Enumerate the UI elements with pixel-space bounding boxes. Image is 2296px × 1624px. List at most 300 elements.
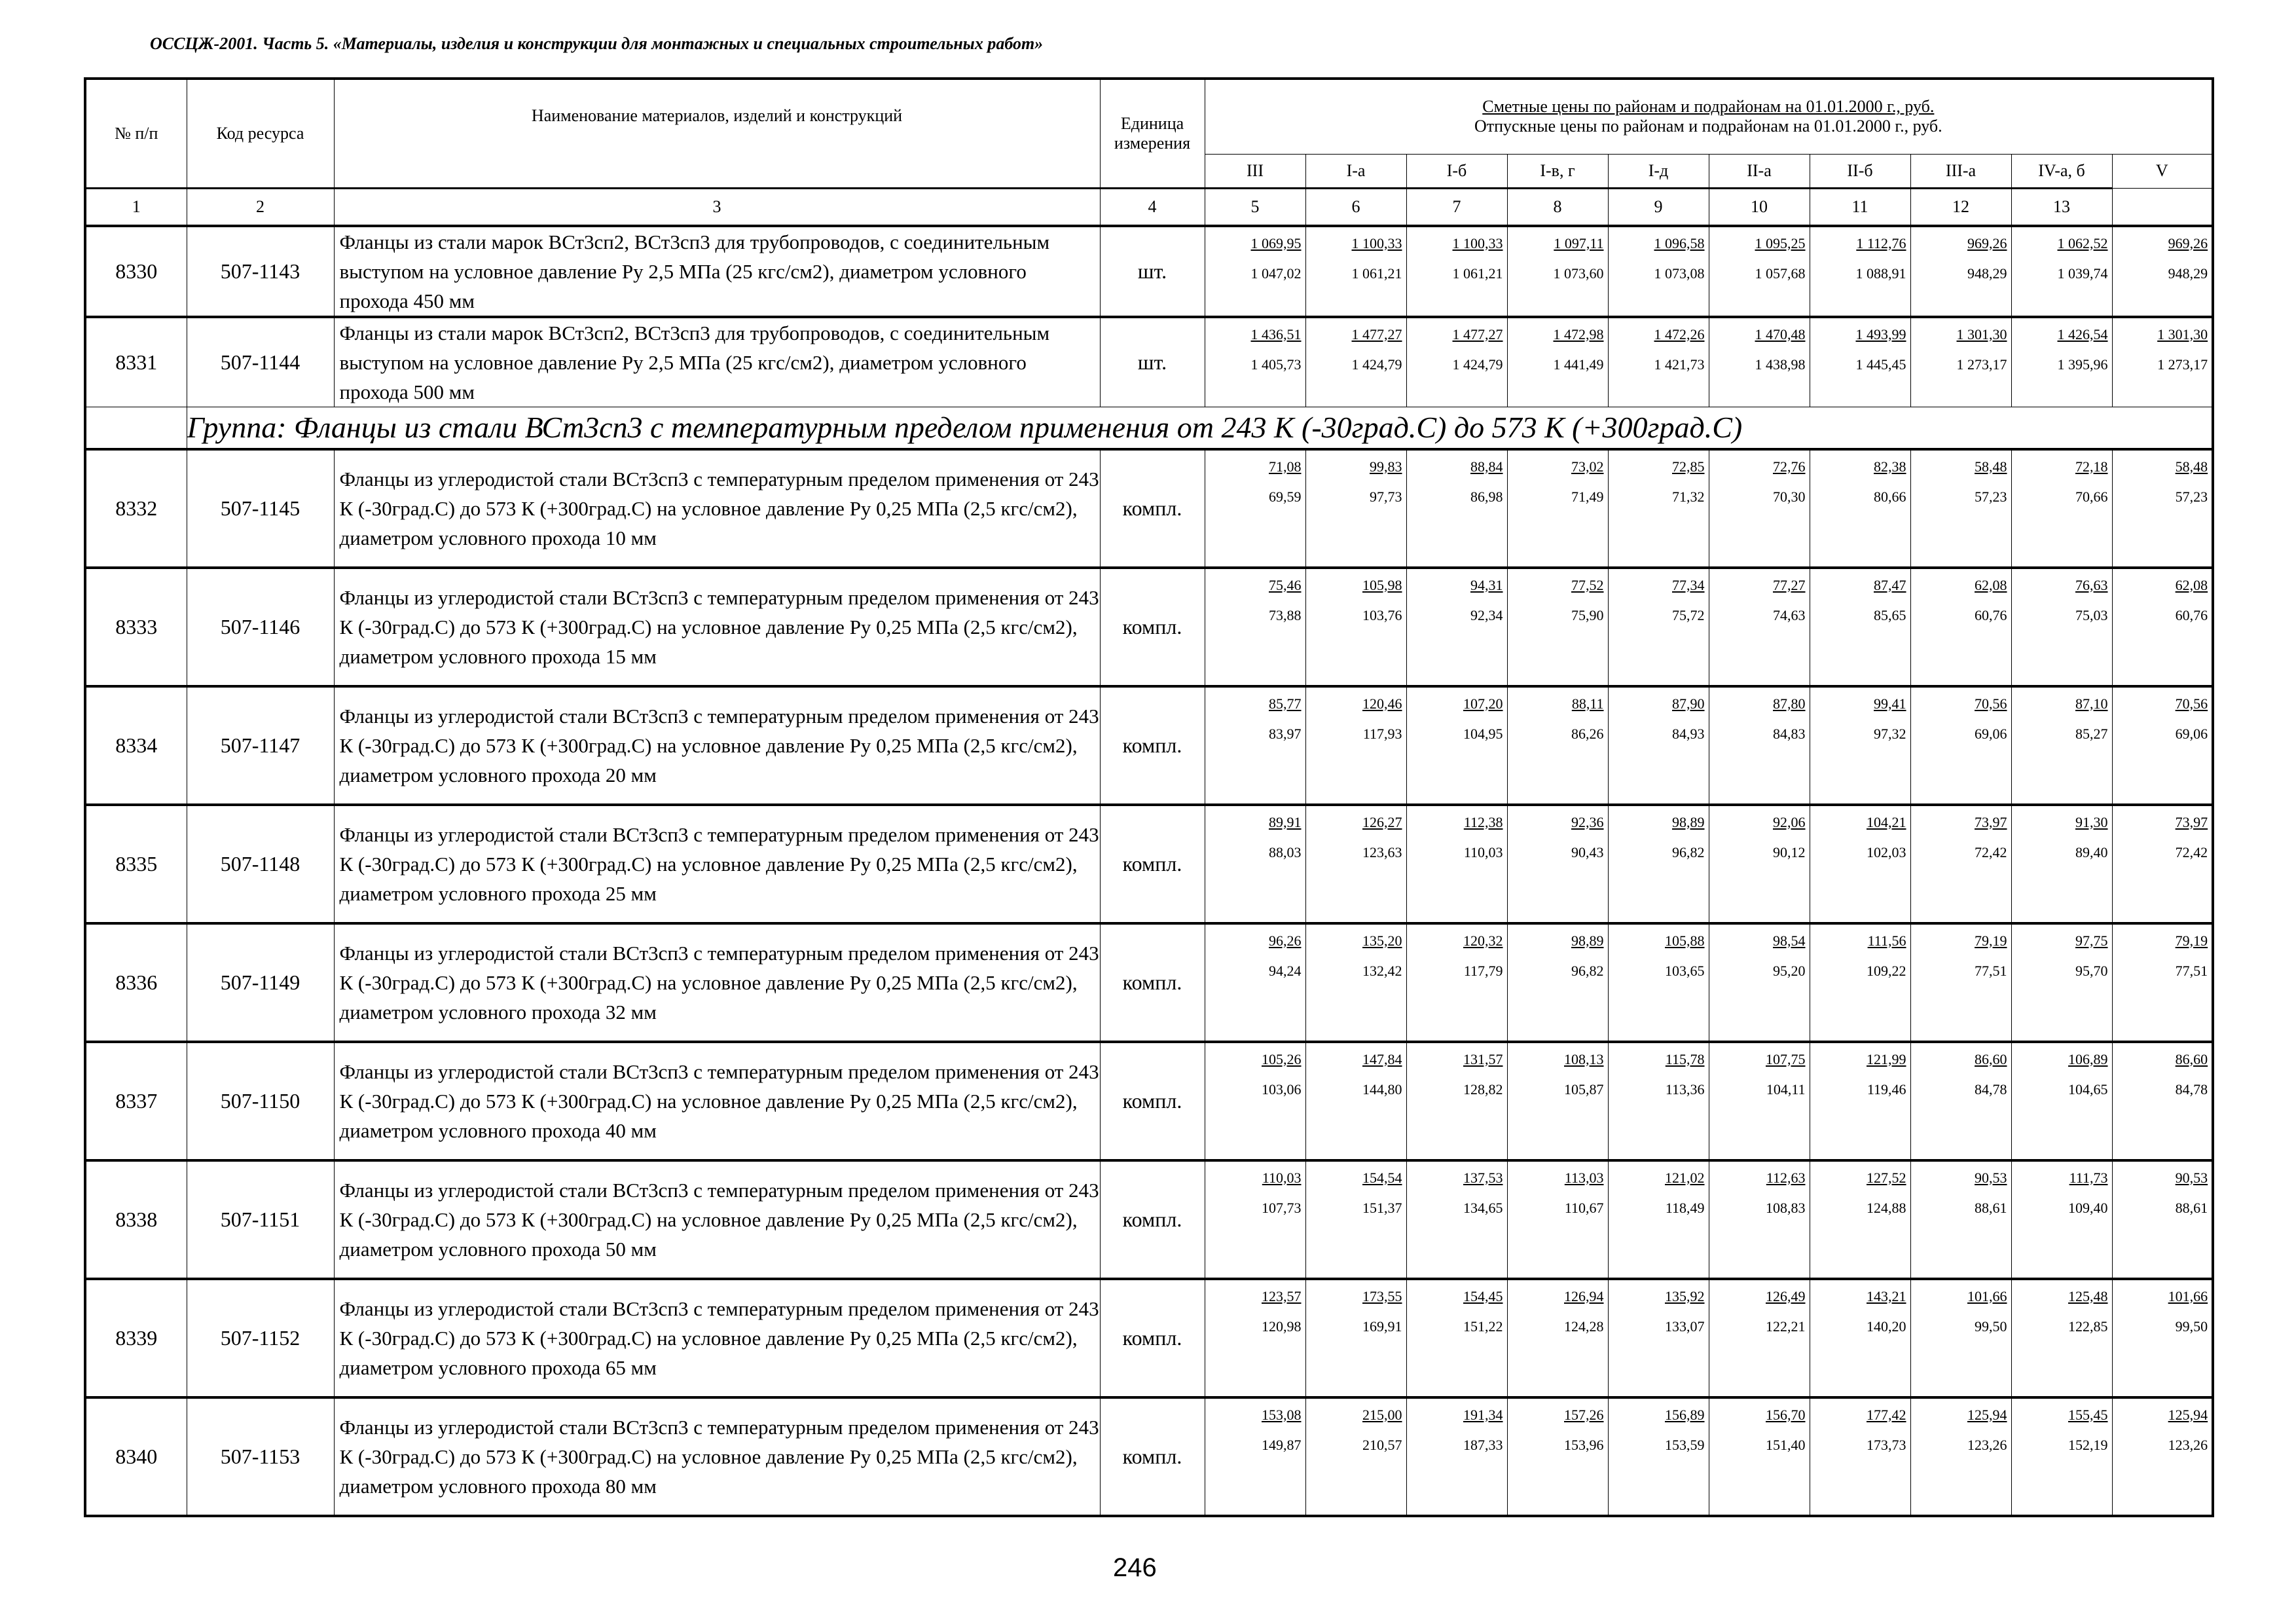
price-cell — [1205, 568, 1305, 686]
release-price: 173,73 — [1867, 1436, 1906, 1453]
price-cell — [1608, 805, 1709, 923]
release-price: 118,49 — [1665, 1199, 1705, 1216]
price-cell — [1709, 226, 1810, 317]
unit-of-measure: шт. — [1100, 317, 1205, 407]
release-price: 103,76 — [1362, 606, 1402, 623]
header-num: № п/п — [85, 79, 187, 188]
price-cell — [2011, 805, 2112, 923]
release-price: 104,95 — [1463, 725, 1503, 742]
release-price: 83,97 — [1269, 725, 1302, 742]
estimate-price: 79,19 — [1975, 932, 2007, 949]
release-price: 88,61 — [1975, 1199, 2007, 1216]
table-row — [85, 686, 2213, 805]
price-cell — [1507, 1160, 1608, 1279]
column-number: 11 — [1810, 188, 1910, 226]
price-cell — [1709, 686, 1810, 805]
release-price: 123,26 — [1967, 1436, 2007, 1453]
price-cell — [2112, 226, 2213, 317]
column-number: 4 — [1100, 188, 1205, 226]
release-price: 107,73 — [1262, 1199, 1302, 1216]
column-number: 9 — [1608, 188, 1709, 226]
price-cell — [2112, 923, 2213, 1042]
price-cell — [1608, 449, 1709, 568]
estimate-price: 90,53 — [2175, 1169, 2208, 1186]
price-cell — [1305, 923, 1406, 1042]
resource-code: 507-1144 — [187, 317, 334, 407]
release-price: 86,98 — [1470, 488, 1503, 505]
price-cell — [2112, 317, 2213, 407]
item-name: Фланцы из углеродистой стали ВСт3сп3 с температурным пределом применения от 243 К (-30град.С) до 573 К (+300град.С) на условное давление Ру 0,25 МПа (2,5 кгс/см2), диаметром условного прохода 32 мм — [334, 923, 1100, 1042]
release-price: 92,34 — [1470, 606, 1503, 623]
price-cell — [1608, 686, 1709, 805]
estimate-price: 104,21 — [1867, 813, 1906, 830]
price-cell — [1608, 923, 1709, 1042]
price-cell — [1810, 1397, 1910, 1516]
column-number: 1 — [85, 188, 187, 226]
estimate-price: 73,97 — [2175, 813, 2208, 830]
release-price: 153,96 — [1564, 1436, 1604, 1453]
release-price: 122,21 — [1766, 1318, 1806, 1335]
price-cell — [1205, 805, 1305, 923]
estimate-price: 77,52 — [1571, 576, 1604, 593]
unit-of-measure: компл. — [1100, 686, 1205, 805]
price-cell — [1910, 923, 2011, 1042]
unit-of-measure: компл. — [1100, 1160, 1205, 1279]
price-cell — [1305, 317, 1406, 407]
price-cell — [1810, 1279, 1910, 1397]
price-cell — [1910, 317, 2011, 407]
release-price: 60,76 — [1975, 606, 2007, 623]
release-price: 84,78 — [2175, 1080, 2208, 1098]
price-cell — [1810, 449, 1910, 568]
estimate-price: 969,26 — [2168, 234, 2208, 251]
row-number: 8333 — [85, 568, 187, 686]
estimate-price: 125,94 — [1967, 1406, 2007, 1423]
price-cell — [2011, 1042, 2112, 1160]
release-price: 117,79 — [1463, 962, 1503, 979]
release-price: 108,83 — [1766, 1199, 1806, 1216]
release-price: 124,28 — [1564, 1318, 1604, 1335]
release-price: 1 073,08 — [1654, 265, 1705, 282]
price-cell — [1910, 686, 2011, 805]
release-price: 187,33 — [1463, 1436, 1503, 1453]
release-price: 1 061,21 — [1452, 265, 1503, 282]
release-price: 103,65 — [1665, 962, 1705, 979]
release-price: 84,93 — [1672, 725, 1705, 742]
estimate-price: 1 097,11 — [1554, 234, 1604, 251]
estimate-price: 156,70 — [1766, 1406, 1806, 1423]
release-price: 151,40 — [1766, 1436, 1806, 1453]
price-cell — [1709, 1397, 1810, 1516]
price-cell — [1507, 226, 1608, 317]
release-price: 152,19 — [2068, 1436, 2108, 1453]
price-cell — [1810, 805, 1910, 923]
resource-code: 507-1150 — [187, 1042, 334, 1160]
price-cell — [1305, 1160, 1406, 1279]
resource-code: 507-1145 — [187, 449, 334, 568]
price-cell — [2011, 226, 2112, 317]
item-name: Фланцы из углеродистой стали ВСт3сп3 с температурным пределом применения от 243 К (-30град.С) до 573 К (+300град.С) на условное давление Ру 0,25 МПа (2,5 кгс/см2), диаметром условного прохода 20 мм — [334, 686, 1100, 805]
estimate-price: 1 493,99 — [1855, 325, 1906, 342]
resource-code: 507-1151 — [187, 1160, 334, 1279]
price-cell — [1507, 1279, 1608, 1397]
release-price: 105,87 — [1564, 1080, 1604, 1098]
estimate-price: 89,91 — [1269, 813, 1302, 830]
release-price: 1 073,60 — [1553, 265, 1604, 282]
estimate-price: 1 100,33 — [1452, 234, 1503, 251]
header-district: I-д — [1608, 154, 1709, 188]
group-row — [85, 407, 2213, 449]
estimate-price: 77,27 — [1773, 576, 1806, 593]
price-cell — [1205, 1160, 1305, 1279]
estimate-price: 113,03 — [1564, 1169, 1604, 1186]
price-table — [84, 77, 2214, 1517]
estimate-price: 92,06 — [1773, 813, 1806, 830]
column-number: 7 — [1406, 188, 1507, 226]
estimate-price: 155,45 — [2068, 1406, 2108, 1423]
unit-of-measure: компл. — [1100, 449, 1205, 568]
estimate-price: 87,10 — [2075, 695, 2108, 712]
release-price: 102,03 — [1867, 843, 1906, 860]
price-cell — [1810, 923, 1910, 1042]
page-number: 246 — [1113, 1553, 1157, 1582]
header-unit: Единица измерения — [1100, 79, 1205, 188]
price-cell — [1608, 1160, 1709, 1279]
price-cell — [1608, 1397, 1709, 1516]
table-row — [85, 923, 2213, 1042]
estimate-price: 112,63 — [1766, 1169, 1806, 1186]
table-row — [85, 1160, 2213, 1279]
row-number: 8339 — [85, 1279, 187, 1397]
estimate-price: 85,77 — [1269, 695, 1302, 712]
header-row-top — [85, 79, 2213, 154]
running-head: ОССЦЖ-2001. Часть 5. «Материалы, изделия и конструкции для монтажных и специальных строительных работ» — [150, 34, 1044, 53]
price-cell — [1608, 568, 1709, 686]
price-cell — [2112, 1397, 2213, 1516]
estimate-price: 75,46 — [1269, 576, 1302, 593]
release-price: 88,03 — [1269, 843, 1302, 860]
price-cell — [1305, 1042, 1406, 1160]
release-price: 134,65 — [1463, 1199, 1503, 1216]
item-name: Фланцы из углеродистой стали ВСт3сп3 с температурным пределом применения от 243 К (-30град.С) до 573 К (+300град.С) на условное давление Ру 0,25 МПа (2,5 кгс/см2), диаметром условного прохода 80 мм — [334, 1397, 1100, 1516]
estimate-price: 1 096,58 — [1654, 234, 1705, 251]
row-number: 8335 — [85, 805, 187, 923]
estimate-price: 87,47 — [1874, 576, 1906, 593]
estimate-price: 1 100,33 — [1351, 234, 1402, 251]
estimate-price: 105,98 — [1362, 576, 1402, 593]
release-price: 1 273,17 — [2157, 356, 2208, 373]
estimate-price: 77,34 — [1672, 576, 1705, 593]
table-row — [85, 568, 2213, 686]
estimate-price: 153,08 — [1262, 1406, 1302, 1423]
release-price: 75,03 — [2075, 606, 2108, 623]
estimate-price: 1 472,98 — [1553, 325, 1604, 342]
release-price: 210,57 — [1362, 1436, 1402, 1453]
price-cell — [1406, 568, 1507, 686]
release-price: 948,29 — [2168, 265, 2208, 282]
release-price: 74,63 — [1773, 606, 1806, 623]
release-price: 1 057,68 — [1755, 265, 1806, 282]
release-price: 97,73 — [1370, 488, 1402, 505]
estimate-price: 131,57 — [1463, 1050, 1503, 1067]
release-price: 85,27 — [2075, 725, 2108, 742]
price-cell — [2112, 568, 2213, 686]
table-body — [85, 188, 2213, 1516]
price-cell — [2112, 805, 2213, 923]
price-cell — [1910, 1397, 2011, 1516]
estimate-price: 73,02 — [1571, 458, 1604, 475]
header-price-estimate: Сметные цены по районам и подрайонам на 01.01.2000 г., руб. — [1482, 97, 1935, 117]
estimate-price: 191,34 — [1463, 1406, 1503, 1423]
column-number: 8 — [1507, 188, 1608, 226]
release-price: 72,42 — [1975, 843, 2007, 860]
header-name: Наименование материалов, изделий и конструкций — [334, 79, 1100, 188]
price-cell — [2011, 686, 2112, 805]
estimate-price: 98,89 — [1672, 813, 1705, 830]
header-district: I-б — [1406, 154, 1507, 188]
estimate-price: 88,11 — [1571, 695, 1604, 712]
release-price: 69,59 — [1269, 488, 1302, 505]
resource-code: 507-1143 — [187, 226, 334, 317]
release-price: 128,82 — [1463, 1080, 1503, 1098]
unit-of-measure: компл. — [1100, 1397, 1205, 1516]
estimate-price: 87,80 — [1773, 695, 1806, 712]
estimate-price: 1 426,54 — [2057, 325, 2108, 342]
price-cell — [1910, 805, 2011, 923]
release-price: 1 421,73 — [1654, 356, 1705, 373]
price-cell — [1305, 568, 1406, 686]
estimate-price: 1 477,27 — [1351, 325, 1402, 342]
estimate-price: 92,36 — [1571, 813, 1604, 830]
price-cell — [2112, 1279, 2213, 1397]
price-cell — [1810, 568, 1910, 686]
release-price: 94,24 — [1269, 962, 1302, 979]
release-price: 84,83 — [1773, 725, 1806, 742]
estimate-price: 58,48 — [1975, 458, 2007, 475]
price-cell — [1507, 1042, 1608, 1160]
release-price: 169,91 — [1362, 1318, 1402, 1335]
release-price: 122,85 — [2068, 1318, 2108, 1335]
estimate-price: 72,76 — [1773, 458, 1806, 475]
release-price: 71,32 — [1672, 488, 1705, 505]
release-price: 104,65 — [2068, 1080, 2108, 1098]
price-cell — [1507, 686, 1608, 805]
table-row — [85, 1397, 2213, 1516]
column-number: 13 — [2011, 188, 2112, 226]
price-cell — [1709, 805, 1810, 923]
estimate-price: 1 472,26 — [1654, 325, 1705, 342]
release-price: 84,78 — [1975, 1080, 2007, 1098]
release-price: 104,11 — [1766, 1080, 1806, 1098]
row-number: 8337 — [85, 1042, 187, 1160]
header-district: III — [1205, 154, 1305, 188]
row-number: 8338 — [85, 1160, 187, 1279]
estimate-price: 87,90 — [1672, 695, 1705, 712]
price-cell — [1406, 1160, 1507, 1279]
price-cell — [1507, 805, 1608, 923]
estimate-price: 96,26 — [1269, 932, 1302, 949]
estimate-price: 1 069,95 — [1250, 234, 1302, 251]
price-cell — [1910, 1279, 2011, 1397]
price-cell — [1709, 1160, 1810, 1279]
release-price: 75,90 — [1571, 606, 1604, 623]
estimate-price: 969,26 — [1967, 234, 2007, 251]
unit-of-measure: компл. — [1100, 805, 1205, 923]
price-cell — [1709, 449, 1810, 568]
column-number-row — [85, 188, 2213, 226]
release-price: 97,32 — [1874, 725, 1906, 742]
release-price: 140,20 — [1867, 1318, 1906, 1335]
release-price: 88,61 — [2175, 1199, 2208, 1216]
estimate-price: 157,26 — [1564, 1406, 1604, 1423]
estimate-price: 107,75 — [1766, 1050, 1806, 1067]
release-price: 1 047,02 — [1250, 265, 1302, 282]
release-price: 73,88 — [1269, 606, 1302, 623]
release-price: 77,51 — [1975, 962, 2007, 979]
estimate-price: 105,88 — [1665, 932, 1705, 949]
release-price: 90,12 — [1773, 843, 1806, 860]
resource-code: 507-1152 — [187, 1279, 334, 1397]
row-number: 8331 — [85, 317, 187, 407]
price-cell — [1205, 317, 1305, 407]
row-number: 8336 — [85, 923, 187, 1042]
estimate-price: 99,83 — [1370, 458, 1402, 475]
estimate-price: 154,45 — [1463, 1287, 1503, 1304]
unit-of-measure: компл. — [1100, 1279, 1205, 1397]
price-cell — [1507, 923, 1608, 1042]
row-number: 8330 — [85, 226, 187, 317]
release-price: 95,70 — [2075, 962, 2108, 979]
header-district: III-а — [1910, 154, 2011, 188]
estimate-price: 125,48 — [2068, 1287, 2108, 1304]
release-price: 57,23 — [2175, 488, 2208, 505]
release-price: 71,49 — [1571, 488, 1604, 505]
release-price: 89,40 — [2075, 843, 2108, 860]
table-row — [85, 449, 2213, 568]
estimate-price: 88,84 — [1470, 458, 1503, 475]
release-price: 75,72 — [1672, 606, 1705, 623]
estimate-price: 73,97 — [1975, 813, 2007, 830]
price-cell — [1810, 686, 1910, 805]
estimate-price: 79,19 — [2175, 932, 2208, 949]
item-name: Фланцы из стали марок ВСт3сп2, ВСт3сп3 для трубопроводов, с соединительным выступом на условное давление Ру 2,5 МПа (25 кгс/см2), диаметром условного прохода 500 мм — [334, 317, 1100, 407]
price-cell — [1608, 1042, 1709, 1160]
estimate-price: 1 062,52 — [2057, 234, 2108, 251]
item-name: Фланцы из углеродистой стали ВСт3сп3 с температурным пределом применения от 243 К (-30град.С) до 573 К (+300град.С) на условное давление Ру 0,25 МПа (2,5 кгс/см2), диаметром условного прохода 15 мм — [334, 568, 1100, 686]
estimate-price: 108,13 — [1564, 1050, 1604, 1067]
release-price: 1 061,21 — [1351, 265, 1402, 282]
resource-code: 507-1147 — [187, 686, 334, 805]
release-price: 1 424,79 — [1452, 356, 1503, 373]
release-price: 96,82 — [1672, 843, 1705, 860]
header-district: V — [2112, 154, 2213, 188]
header-code: Код ресурса — [187, 79, 334, 188]
price-cell — [1406, 1279, 1507, 1397]
table-row — [85, 317, 2213, 407]
price-cell — [1305, 226, 1406, 317]
price-cell — [1406, 226, 1507, 317]
release-price: 72,42 — [2175, 843, 2208, 860]
estimate-price: 135,92 — [1665, 1287, 1705, 1304]
table-row — [85, 1042, 2213, 1160]
release-price: 124,88 — [1867, 1199, 1906, 1216]
price-cell — [1205, 1042, 1305, 1160]
release-price: 109,40 — [2068, 1199, 2108, 1216]
estimate-price: 72,18 — [2075, 458, 2108, 475]
column-number: 3 — [334, 188, 1100, 226]
release-price: 1 445,45 — [1855, 356, 1906, 373]
release-price: 119,46 — [1867, 1080, 1906, 1098]
estimate-price: 126,27 — [1362, 813, 1402, 830]
estimate-price: 111,73 — [2069, 1169, 2108, 1186]
estimate-price: 105,26 — [1262, 1050, 1302, 1067]
release-price: 1 088,91 — [1855, 265, 1906, 282]
estimate-price: 110,03 — [1262, 1169, 1302, 1186]
release-price: 1 405,73 — [1250, 356, 1302, 373]
price-cell — [1910, 1042, 2011, 1160]
release-price: 117,93 — [1362, 725, 1402, 742]
estimate-price: 101,66 — [2168, 1287, 2208, 1304]
price-cell — [1406, 317, 1507, 407]
estimate-price: 58,48 — [2175, 458, 2208, 475]
estimate-price: 143,21 — [1867, 1287, 1906, 1304]
price-cell — [2011, 1397, 2112, 1516]
release-price: 57,23 — [1975, 488, 2007, 505]
estimate-price: 106,89 — [2068, 1050, 2108, 1067]
price-cell — [1608, 1279, 1709, 1397]
estimate-price: 1 470,48 — [1755, 325, 1806, 342]
price-cell — [1406, 449, 1507, 568]
estimate-price: 173,55 — [1362, 1287, 1402, 1304]
release-price: 1 424,79 — [1351, 356, 1402, 373]
price-cell — [1810, 226, 1910, 317]
unit-of-measure: компл. — [1100, 568, 1205, 686]
release-price: 69,06 — [2175, 725, 2208, 742]
release-price: 90,43 — [1571, 843, 1604, 860]
price-cell — [1507, 317, 1608, 407]
release-price: 99,50 — [1975, 1318, 2007, 1335]
price-cell — [1810, 317, 1910, 407]
price-cell — [1507, 449, 1608, 568]
estimate-price: 70,56 — [2175, 695, 2208, 712]
price-cell — [1709, 1279, 1810, 1397]
column-number: 6 — [1305, 188, 1406, 226]
release-price: 151,22 — [1463, 1318, 1503, 1335]
price-cell — [1709, 568, 1810, 686]
unit-of-measure: компл. — [1100, 923, 1205, 1042]
price-cell — [1406, 1042, 1507, 1160]
price-cell — [1205, 686, 1305, 805]
group-title: Группа: Фланцы из стали ВСт3сп3 с температурным пределом применения от 243 К (-30град.С) до 573 К (+300град.С) — [187, 407, 2213, 449]
column-number: 2 — [187, 188, 334, 226]
estimate-price: 82,38 — [1874, 458, 1906, 475]
estimate-price: 97,75 — [2075, 932, 2108, 949]
release-price: 113,36 — [1665, 1080, 1705, 1098]
resource-code: 507-1146 — [187, 568, 334, 686]
estimate-price: 62,08 — [2175, 576, 2208, 593]
unit-of-measure: компл. — [1100, 1042, 1205, 1160]
header-district: II-а — [1709, 154, 1810, 188]
price-cell — [1810, 1042, 1910, 1160]
unit-of-measure: шт. — [1100, 226, 1205, 317]
price-cell — [2011, 317, 2112, 407]
item-name: Фланцы из углеродистой стали ВСт3сп3 с температурным пределом применения от 243 К (-30град.С) до 573 К (+300град.С) на условное давление Ру 0,25 МПа (2,5 кгс/см2), диаметром условного прохода 65 мм — [334, 1279, 1100, 1397]
release-price: 1 441,49 — [1553, 356, 1604, 373]
estimate-price: 111,56 — [1867, 932, 1906, 949]
release-price: 60,76 — [2175, 606, 2208, 623]
release-price: 123,63 — [1362, 843, 1402, 860]
estimate-price: 86,60 — [1975, 1050, 2007, 1067]
